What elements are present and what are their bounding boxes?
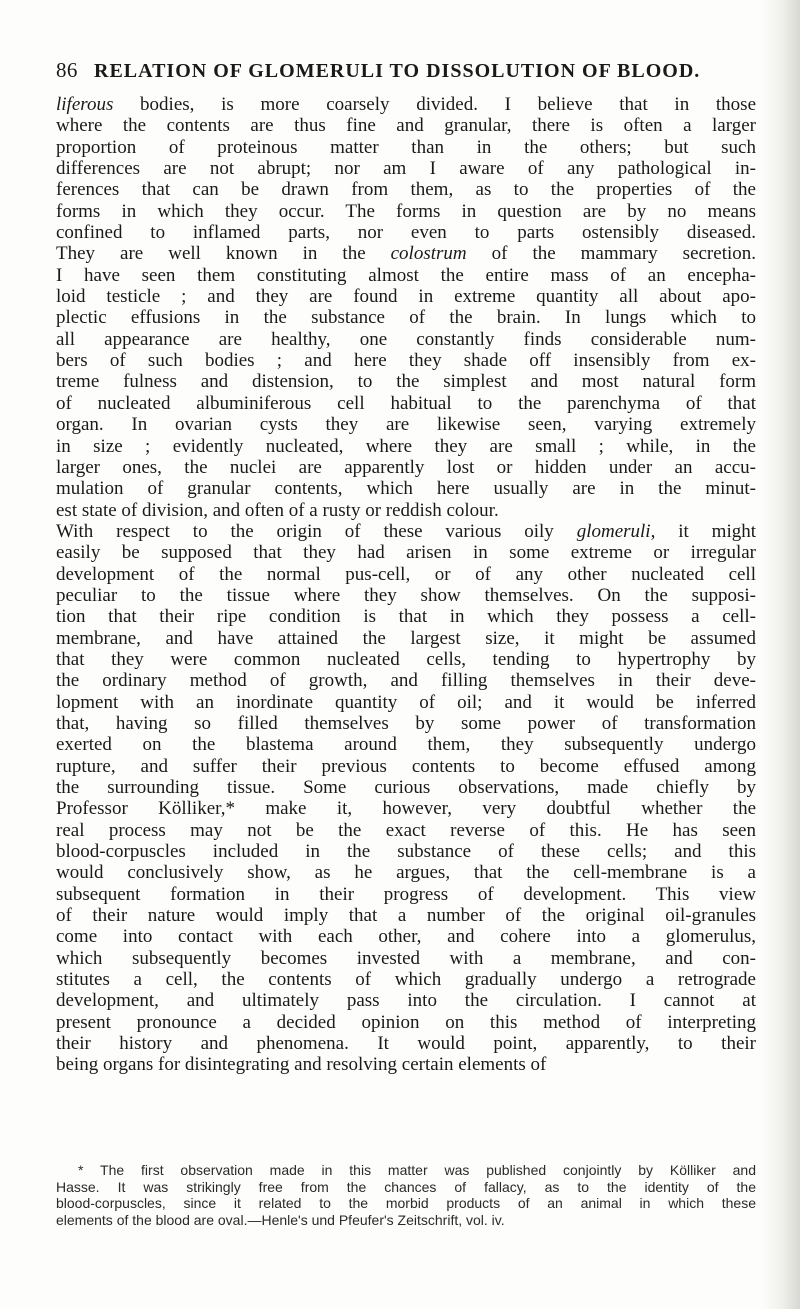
text-run: easily be supposed that they had arisen in some extreme or irregular [56,542,756,564]
footnote-line: * The first observation made in this matter was published conjointly by Kölliker and [78,1162,756,1178]
body-text [56,94,756,1076]
text-run: tion that their ripe condition is that in which they possess a cell- [56,606,756,628]
text-line [56,265,756,286]
text-line [56,222,756,243]
text-run: With respect to the origin of these various oily [56,520,577,542]
text-line [56,734,756,755]
text-line [56,606,756,627]
text-run: organ. In ovarian cysts they are likewise seen, varying extremely [56,414,756,436]
text-line [56,414,756,435]
text-run: that, having so filled themselves by some power of transformation [56,712,756,734]
text-run: of the mammary secretion. [466,243,756,265]
text-line [56,692,756,713]
text-line [56,628,756,649]
text-run: exerted on the blastema around them, they subsequently undergo [56,734,756,756]
text-line [56,457,756,478]
text-line [56,286,756,307]
text-run: development, and ultimately pass into the circulation. I cannot at [56,990,756,1012]
footnote-line: elements of the blood are oval.—Henle's und Pfeufer's Zeitschrift, vol. iv. [56,1211,505,1228]
text-run: where the contents are thus fine and granular, there is often a larger [56,115,756,137]
text-run: bodies, is more coarsely divided. I believe that in those [113,94,756,115]
text-run: stitutes a cell, the contents of which gradually undergo a retrograde [56,969,756,991]
text-line [56,990,756,1011]
text-line [56,478,756,499]
text-line [56,94,756,115]
text-line [56,670,756,691]
italic-term: glomeruli, [576,520,656,542]
text-line [56,500,756,521]
text-line [56,926,756,947]
text-line [56,436,756,457]
text-line [56,884,756,905]
text-run: bers of such bodies ; and here they shade off insensibly from ex- [56,350,756,372]
text-run: it might [655,520,756,542]
italic-term: colostrum [390,243,467,265]
text-line [56,713,756,734]
text-run: forms in which they occur. The forms in question are by no means [56,200,756,222]
text-run: mulation of granular contents, which here usually are in the minut- [56,478,756,500]
text-run: the surrounding tissue. Some curious observations, made chiefly by [56,777,756,798]
text-line [56,798,756,819]
text-line [56,201,756,222]
text-line [56,158,756,179]
text-run: all appearance are healthy, one constantly finds considerable num- [56,328,756,350]
text-run: come into contact with each other, and cohere into a glomerulus, [56,926,756,948]
text-line [56,756,756,777]
footnote-line: blood-corpuscles, since it related to the morbid products of an animal in which these [56,1195,756,1211]
text-line [56,649,756,670]
text-run: plectic effusions in the substance of the brain. In lungs which to [56,307,756,329]
text-run: their history and phenomena. It would point, apparently, to their [56,1033,756,1055]
footnote-line: Hasse. It was strikingly free from the chances of fallacy, as to the identity of the [56,1178,756,1195]
text-run: which subsequently becomes invested with a membrane, and con- [56,947,756,969]
text-run: confined to inflamed parts, nor even to parts ostensibly diseased. [56,222,756,244]
text-run: peculiar to the tissue where they show themselves. On the supposi- [56,584,756,606]
text-line [56,329,756,350]
text-run: would conclusively show, as he argues, that the cell-membrane is a [56,862,756,884]
text-line [56,350,756,371]
text-run: membrane, and have attained the largest size, it might be assumed [56,627,756,649]
italic-term: liferous [56,94,114,115]
text-run: blood-corpuscles included in the substance of these cells; and this [56,841,756,863]
text-line [56,307,756,328]
text-line [56,115,756,136]
page-number: 86 [56,58,78,82]
text-run: of their nature would imply that a number of the original oil-granules [56,905,756,927]
text-line [56,393,756,414]
page-edge-shadow [762,0,800,1309]
text-line [56,1054,756,1075]
text-line [56,564,756,585]
text-run: lopment with an inordinate quantity of oil; and it would be inferred [56,691,756,713]
text-line [56,243,756,264]
text-line [56,1012,756,1033]
text-run: differences are not abrupt; nor am I aware of any pathological in- [56,158,756,180]
text-run: loid testicle ; and they are found in extreme quantity all about apo- [56,286,756,308]
text-run: being organs for disintegrating and resolving certain elements of [56,1054,547,1076]
text-run: the ordinary method of growth, and filling themselves in their deve- [56,670,756,692]
text-run: real process may not be the exact reverse of this. He has seen [56,819,756,841]
text-line [56,862,756,883]
text-run: subsequent formation in their progress of development. This view [56,883,756,905]
text-line [56,1033,756,1054]
text-line [56,969,756,990]
text-line [56,371,756,392]
text-line [56,777,756,798]
text-line [56,820,756,841]
footnote [56,1162,756,1228]
text-line [56,179,756,200]
text-line [56,542,756,563]
text-run: They are well known in the [56,243,391,265]
running-head [56,58,756,83]
text-run: est state of division, and often of a rusty or reddish colour. [56,499,499,521]
text-run: present pronounce a decided opinion on this method of interpreting [56,1011,756,1033]
text-line [56,905,756,926]
text-run: of nucleated albuminiferous cell habitual to the parenchyma of that [56,392,756,414]
text-run: Professor Kölliker,* make it, however, very doubtful whether the [56,798,756,820]
text-line [56,948,756,969]
text-run: proportion of proteinous matter than in the others; but such [56,136,756,158]
text-run: treme fulness and distension, to the simplest and most natural form [56,371,756,393]
text-run: that they were common nucleated cells, tending to hypertrophy by [56,648,756,670]
text-line [56,521,756,542]
text-run: I have seen them constituting almost the entire mass of an encepha- [56,264,756,286]
text-line [56,841,756,862]
text-run: in size ; evidently nucleated, where they are small ; while, in the [56,435,756,457]
text-run: larger ones, the nuclei are apparently lost or hidden under an accu- [56,456,756,478]
running-head-title: RELATION OF GLOMERULI TO DISSOLUTION OF BLOOD. [94,60,701,82]
text-line [56,585,756,606]
text-run: ferences that can be drawn from them, as to the properties of the [56,179,756,201]
text-run: development of the normal pus-cell, or of any other nucleated cell [56,563,756,585]
text-line [56,137,756,158]
text-run: rupture, and suffer their previous contents to become effused among [56,755,756,777]
